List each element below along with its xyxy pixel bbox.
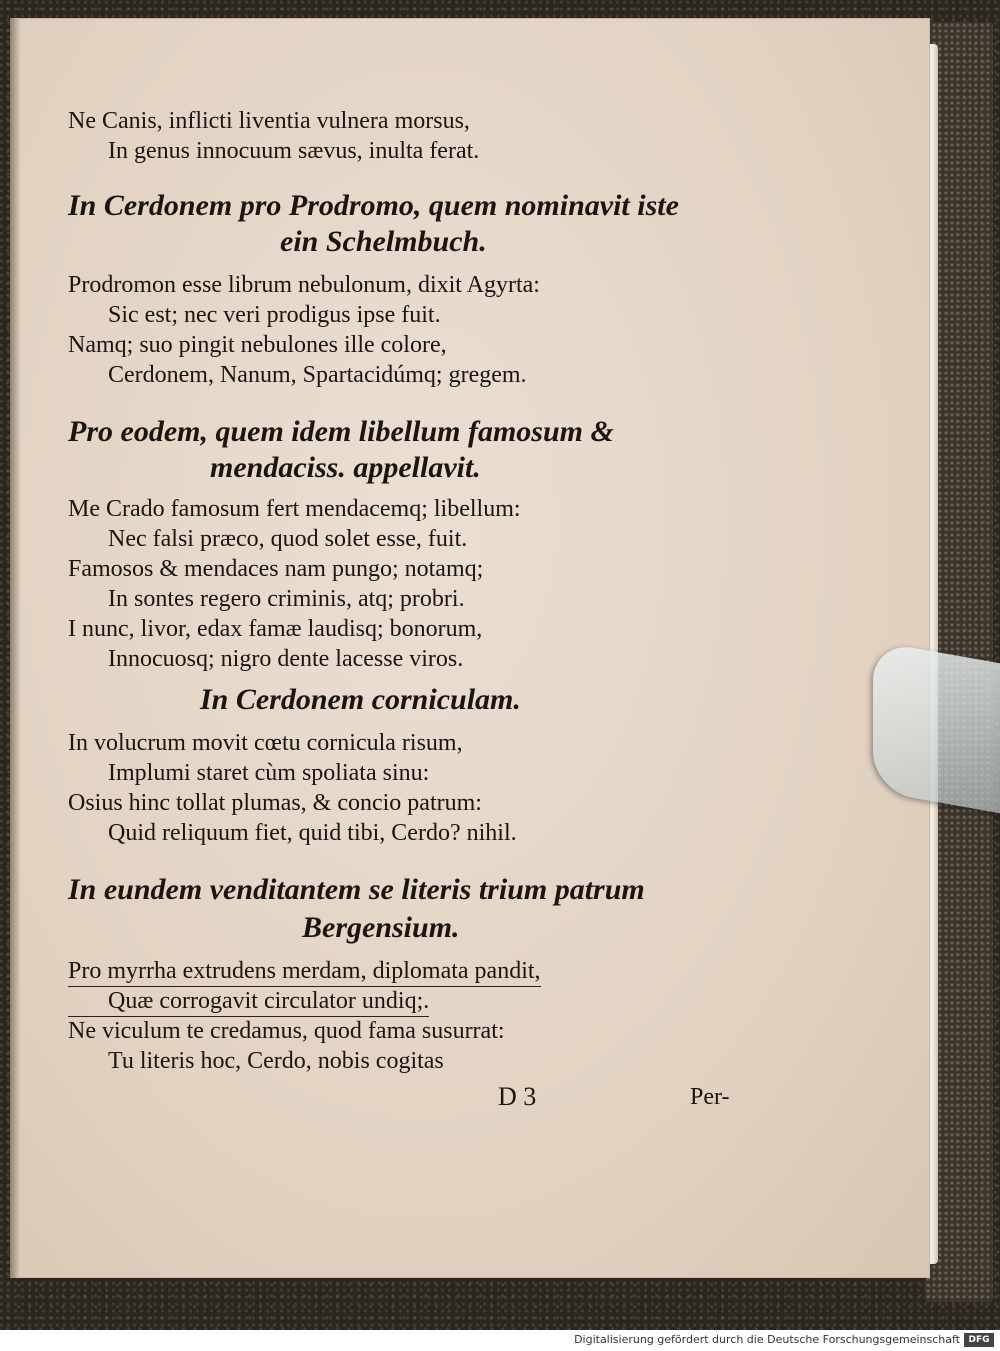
catchword: Per- — [690, 1084, 730, 1110]
page-clip — [873, 641, 1000, 813]
poem3-heading-2: mendaciss. appellavit. — [210, 451, 481, 484]
poem3-heading-1: Pro eodem, quem idem libellum famosum & — [68, 415, 614, 448]
credit-bar — [0, 1330, 1000, 1351]
poem1-line-1: Ne Canis, inflicti liventia vulnera morsus, — [68, 108, 470, 134]
poem3-line-1: Me Crado famosum fert mendacemq; libellum: — [68, 496, 521, 522]
poem4-line-1: In volucrum movit cœtu cornicula risum, — [68, 730, 463, 756]
poem3-line-2: Nec falsi præco, quod solet esse, fuit. — [108, 526, 468, 552]
poem5-line-3: Ne viculum te credamus, quod fama susurrat: — [68, 1018, 505, 1044]
book-page — [10, 18, 930, 1278]
credit-text: Digitalisierung gefördert durch die Deutsche Forschungsgemeinschaft — [574, 1333, 960, 1346]
page-text — [10, 18, 930, 1278]
poem3-line-4: In sontes regero criminis, atq; probri. — [108, 586, 465, 612]
poem2-heading-1: In Cerdonem pro Prodromo, quem nominavit iste — [68, 189, 679, 222]
poem2-line-3: Namq; suo pingit nebulones ille colore, — [68, 332, 447, 358]
poem5-line-4: Tu literis hoc, Cerdo, nobis cogitas — [108, 1048, 444, 1074]
poem2-line-1: Prodromon esse librum nebulonum, dixit Agyrta: — [68, 272, 540, 298]
poem2-heading-2: ein Schelmbuch. — [280, 225, 487, 258]
poem3-line-3: Famosos & mendaces nam pungo; notamq; — [68, 556, 484, 582]
poem5-heading-2: Bergensium. — [302, 911, 460, 944]
poem4-line-4: Quid reliquum fiet, quid tibi, Cerdo? nihil. — [108, 820, 517, 846]
poem2-line-2: Sic est; nec veri prodigus ipse fuit. — [108, 302, 441, 328]
poem4-line-3: Osius hinc tollat plumas, & concio patrum: — [68, 790, 482, 816]
poem3-line-5: I nunc, livor, edax famæ laudisq; bonorum, — [68, 616, 483, 642]
poem3-line-6: Innocuosq; nigro dente lacesse viros. — [108, 646, 464, 672]
dfg-logo: DFG — [964, 1333, 994, 1347]
poem5-line-2: Quæ corrogavit circulator undiq;. — [68, 986, 429, 1017]
poem4-heading: In Cerdonem corniculam. — [200, 683, 521, 716]
poem1-line-2: In genus innocuum sævus, inulta ferat. — [108, 138, 480, 164]
page-gutter — [10, 18, 20, 1278]
signature-mark: D 3 — [498, 1082, 537, 1111]
poem5-line-1: Pro myrrha extrudens merdam, diplomata pandit, — [68, 956, 541, 987]
poem4-line-2: Implumi staret cùm spoliata sinu: — [108, 760, 430, 786]
poem2-line-4: Cerdonem, Nanum, Spartacidúmq; gregem. — [108, 362, 527, 388]
poem5-heading-1: In eundem venditantem se literis trium patrum — [68, 873, 645, 906]
